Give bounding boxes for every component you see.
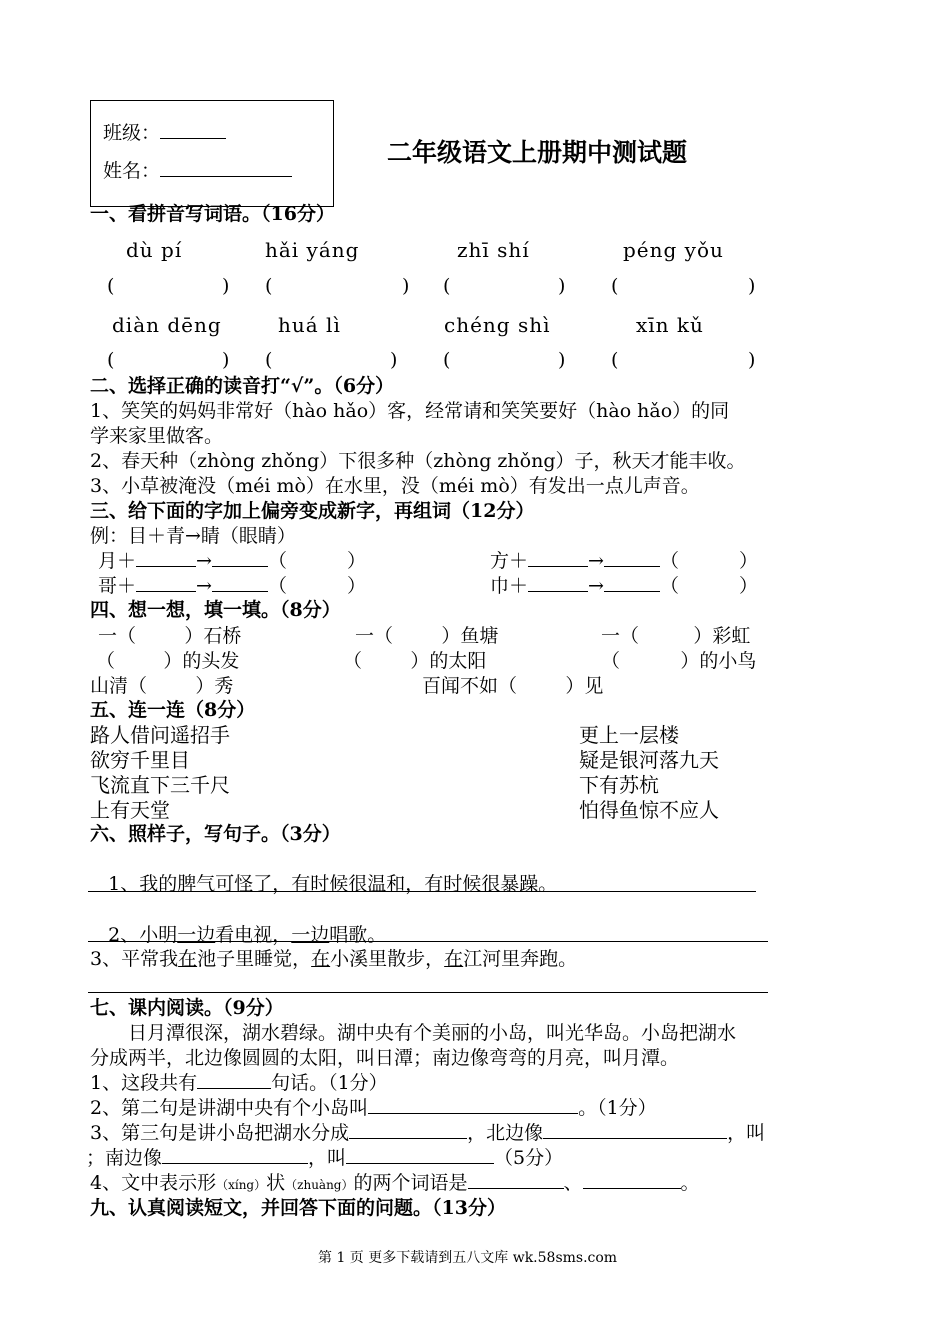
s2-q1a: 1、笑笑的妈妈非常好（hào hǎo）客，经常请和笑笑要好（hào hǎo）的同 <box>90 400 730 422</box>
s7-q3b[interactable]: ；南边像 ，叫 （5分） <box>86 1147 564 1169</box>
section-9-title: 九、认真阅读短文，并回答下面的问题。（13分） <box>90 1197 506 1219</box>
page-footer: 第 1 页 更多下载请到五八文库 wk.58sms.com <box>318 1250 618 1266</box>
s4-r2-2[interactable]: （ ）的太阳 <box>343 650 487 672</box>
poem-left-1[interactable]: 路人借问遥招手 <box>90 723 230 747</box>
s7-passage-2: 分成两半，北边像圆圆的太阳，叫日潭；南边像弯弯的月亮，叫月潭。 <box>90 1047 680 1069</box>
s4-r3-1[interactable]: 山清（ ）秀 <box>90 675 234 697</box>
s4-r1-2[interactable]: 一（ ）鱼塘 <box>355 625 499 647</box>
pinyin-8: xīn kǔ <box>636 313 704 337</box>
s7-q1[interactable]: 1、这段共有 句话。（1分） <box>90 1072 388 1094</box>
s4-r3-2[interactable]: 百闻不如（ ）见 <box>422 675 604 697</box>
s3-item-1[interactable]: 月＋ → （ ） <box>98 550 366 572</box>
s2-q1b: 学来家里做客。 <box>90 425 224 447</box>
s2-q3: 3、小草被淹没（méi mò）在水里，没（méi mò）有发出一点儿声音。 <box>90 475 700 497</box>
s3-item-2[interactable]: 方＋ → （ ） <box>490 550 758 572</box>
s4-r1-1[interactable]: 一（ ）石桥 <box>98 625 242 647</box>
pinyin-4: péng yǒu <box>623 238 724 262</box>
poem-right-3[interactable]: 下有苏杭 <box>579 773 659 797</box>
s7-passage-1: 日月潭很深，湖水碧绿。湖中央有个美丽的小岛，叫光华岛。小岛把湖水 <box>90 1022 737 1044</box>
pinyin-2: hǎi yáng <box>265 238 360 262</box>
section-2-title: 二、选择正确的读音打“√”。（6分） <box>90 375 395 397</box>
s7-q2[interactable]: 2、第二句是讲湖中央有个小岛叫 。（1分） <box>90 1097 657 1119</box>
page-title: 二年级语文上册期中测试题 <box>387 138 688 167</box>
s6-q2: 2、小明一边看电视，一边唱歌。 <box>102 924 387 946</box>
poem-left-2[interactable]: 欲穷千里目 <box>90 748 190 772</box>
s6-q3: 3、平常我在池子里睡觉，在小溪里散步，在江河里奔跑。 <box>90 948 578 970</box>
pinyin-7: chéng shì <box>444 313 551 337</box>
section-5-title: 五、连一连（8分） <box>90 699 256 721</box>
s2-q2: 2、春天种（zhòng zhǒng）下很多种（zhòng zhǒng）子，秋天才能丰收。 <box>90 450 746 472</box>
s6-answer-line-3[interactable] <box>88 992 768 993</box>
pinyin-3: zhī shí <box>457 238 530 262</box>
s6-q1: 1、我的脾气可怪了，有时候很温和，有时候很暴躁。 <box>102 873 558 895</box>
pinyin-1: dù pí <box>126 238 183 262</box>
s7-q4[interactable]: 4、文中表示形（xíng）状（zhuàng）的两个词语是 、 。 <box>90 1172 700 1194</box>
s4-r2-1[interactable]: （ ）的头发 <box>96 650 240 672</box>
poem-right-1[interactable]: 更上一层楼 <box>579 723 679 747</box>
s4-r2-3[interactable]: （ ）的小鸟 <box>601 650 757 672</box>
section-6-title: 六、照样子，写句子。（3分） <box>90 823 341 845</box>
pinyin-6: huá lì <box>278 313 341 337</box>
s6-answer-line-2[interactable] <box>88 941 768 942</box>
s4-r1-3[interactable]: 一（ ）彩虹 <box>601 625 751 647</box>
section-1-title: 一、看拼音写词语。（16分） <box>90 203 335 225</box>
s3-item-4[interactable]: 巾＋ → （ ） <box>490 575 758 597</box>
pinyin-5: diàn dēng <box>112 313 222 337</box>
section-4-title: 四、想一想，填一填。（8分） <box>90 599 341 621</box>
poem-left-4[interactable]: 上有天堂 <box>90 798 170 822</box>
class-field[interactable]: 班级： <box>103 121 226 145</box>
s7-q3[interactable]: 3、第三句是讲小岛把湖水分成 ，北边像 ，叫 <box>90 1122 766 1144</box>
name-field[interactable]: 姓名： <box>103 159 292 183</box>
s3-example: 例：目＋青→睛（眼睛） <box>90 525 296 547</box>
section-3-title: 三、给下面的字加上偏旁变成新字，再组词（12分） <box>90 500 535 522</box>
s3-item-3[interactable]: 哥＋ → （ ） <box>98 575 366 597</box>
poem-right-2[interactable]: 疑是银河落九天 <box>579 748 719 772</box>
s6-answer-line-1[interactable] <box>88 891 756 892</box>
section-7-title: 七、课内阅读。（9分） <box>90 997 284 1019</box>
poem-right-4[interactable]: 怕得鱼惊不应人 <box>579 798 719 822</box>
student-info-box <box>90 100 334 207</box>
poem-left-3[interactable]: 飞流直下三千尺 <box>90 773 230 797</box>
